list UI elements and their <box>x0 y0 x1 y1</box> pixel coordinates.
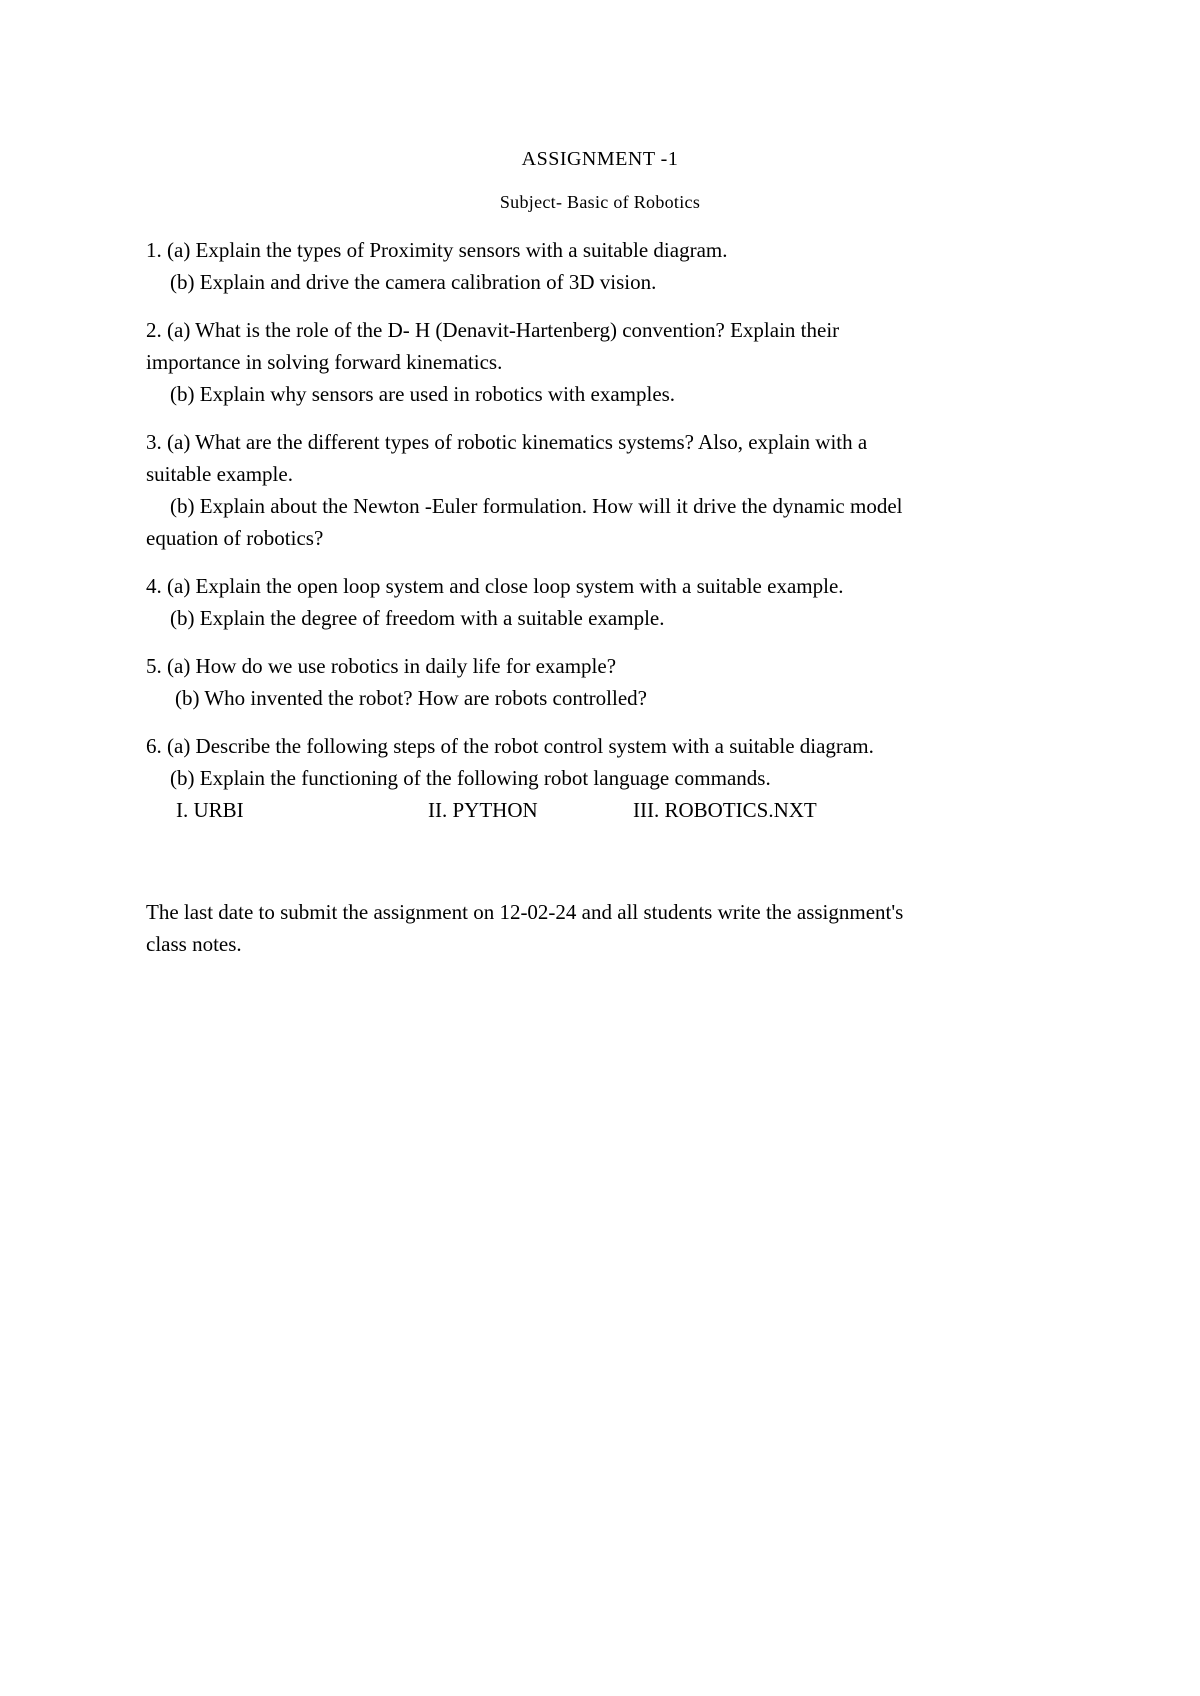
assignment-title: ASSIGNMENT -1 <box>521 148 679 170</box>
submission-note-line-1: The last date to submit the assignment on 12-02-24 and all students write the assignment's <box>146 900 904 924</box>
question-3-part-a-line-2: suitable example. <box>146 462 293 486</box>
question-5-part-b: (b) Who invented the robot? How are robots controlled? <box>175 686 647 710</box>
question-3-part-b-line-2: equation of robotics? <box>146 526 324 550</box>
question-3-part-b-line-1: (b) Explain about the Newton -Euler formulation. How will it drive the dynamic model <box>170 494 903 518</box>
question-2-part-b: (b) Explain why sensors are used in robotics with examples. <box>170 382 676 406</box>
question-3 <box>146 426 1046 554</box>
question-list <box>146 234 1046 842</box>
question-5-part-a: 5. (a) How do we use robotics in daily life for example? <box>146 654 617 678</box>
question-1-part-b: (b) Explain and drive the camera calibration of 3D vision. <box>170 270 657 294</box>
question-4-part-b: (b) Explain the degree of freedom with a suitable example. <box>170 606 665 630</box>
assignment-subject: Subject- Basic of Robotics <box>499 192 701 212</box>
submission-note-line-2: class notes. <box>146 932 242 956</box>
question-3-part-a-line-1: 3. (a) What are the different types of robotic kinematics systems? Also, explain with a <box>146 430 868 454</box>
command-item-robotics-nxt: III. ROBOTICS.NXT <box>633 798 817 822</box>
question-1 <box>146 234 1046 298</box>
question-2 <box>146 314 1046 410</box>
command-list <box>146 794 1046 826</box>
question-2-part-a-line-2: importance in solving forward kinematics. <box>146 350 503 374</box>
question-4-part-a: 4. (a) Explain the open loop system and close loop system with a suitable example. <box>146 574 844 598</box>
command-item-urbi: I. URBI <box>176 798 244 822</box>
command-item-python: II. PYTHON <box>428 798 538 822</box>
submission-note <box>146 896 1046 960</box>
question-6 <box>146 730 1046 826</box>
question-2-part-a-line-1: 2. (a) What is the role of the D- H (Denavit-Hartenberg) convention? Explain their <box>146 318 840 342</box>
question-4 <box>146 570 1046 634</box>
question-1-part-a: 1. (a) Explain the types of Proximity sensors with a suitable diagram. <box>146 238 728 262</box>
question-6-part-a: 6. (a) Describe the following steps of the robot control system with a suitable diagram. <box>146 734 874 758</box>
question-6-part-b: (b) Explain the functioning of the following robot language commands. <box>170 766 771 790</box>
question-5 <box>146 650 1046 714</box>
